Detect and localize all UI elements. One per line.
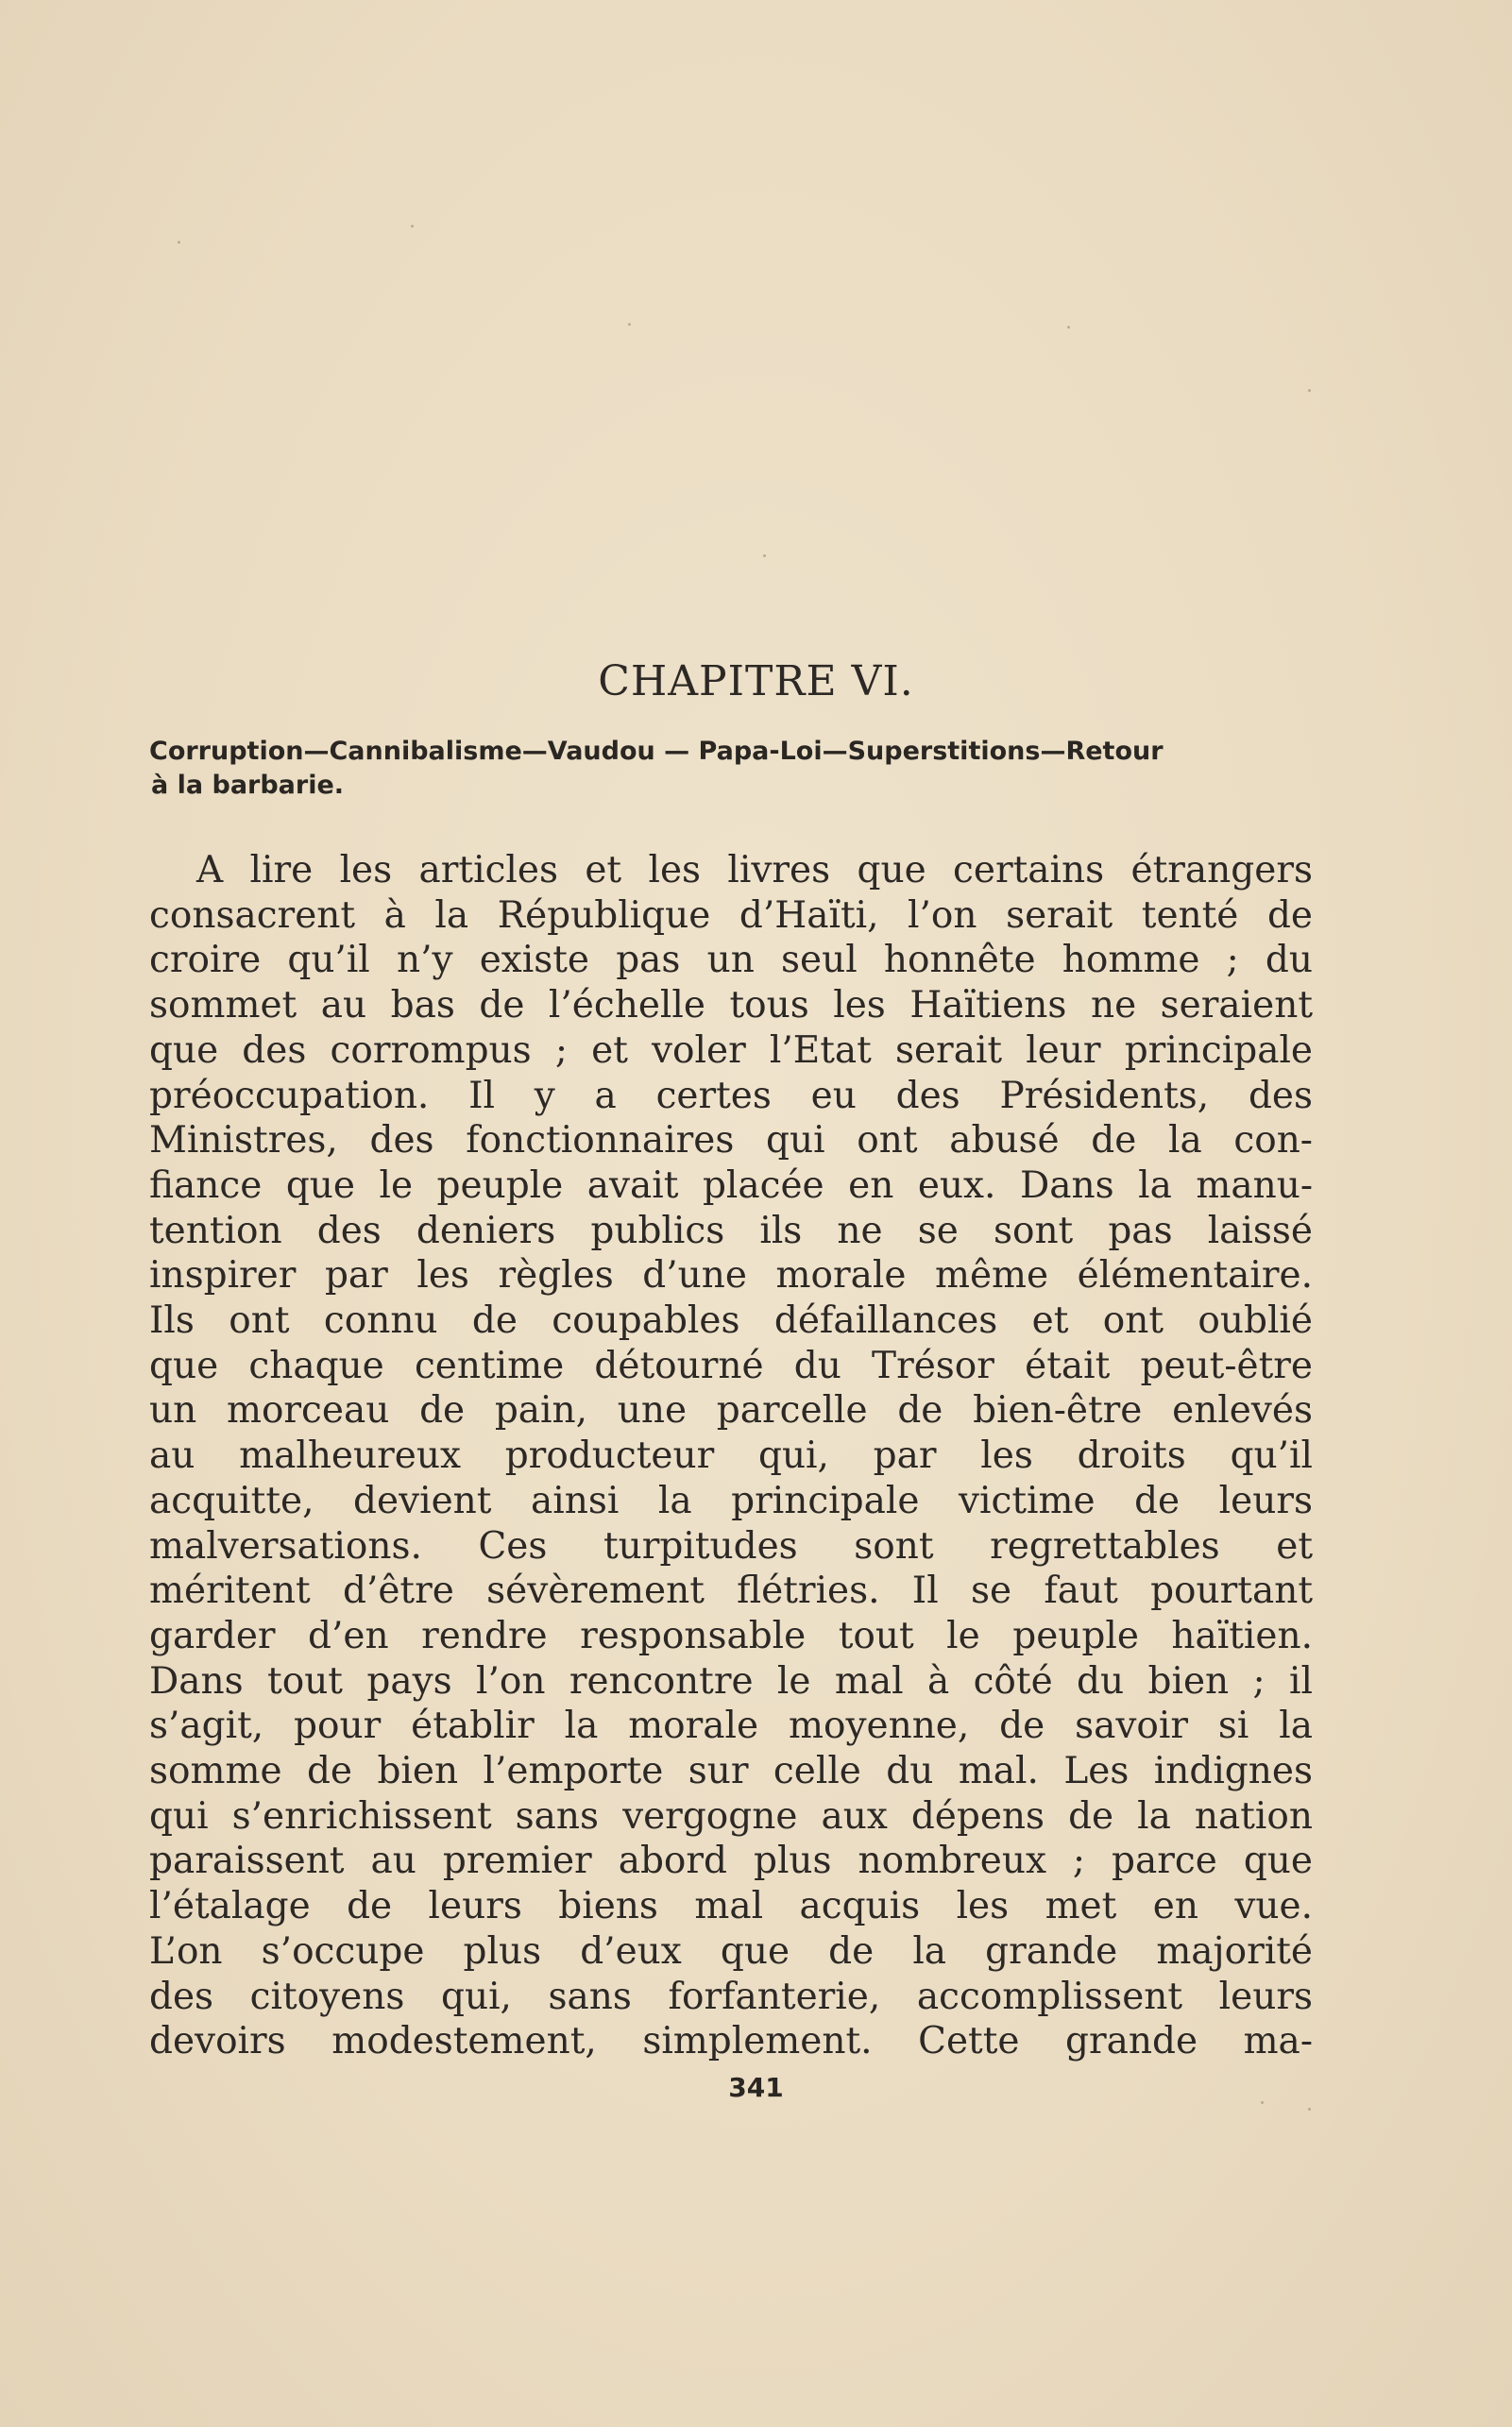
- text-line: consacrent à la République d’Haïti, l’on serait tenté de: [149, 893, 1313, 937]
- text-line: A lire les articles et les livres que certains étrangers: [196, 849, 1313, 891]
- paper-speck: [1067, 326, 1070, 329]
- text-line: s’agit, pour établir la morale moyenne, de savoir si la: [149, 1705, 1313, 1748]
- paper-speck: [763, 554, 766, 557]
- text-line: L’on s’occupe plus d’eux que de la grande majorité: [149, 1929, 1313, 1973]
- text-line: que des corrompus ; et voler l’Etat serait leur principale: [149, 1028, 1313, 1072]
- text-line: malversations. Ces turpitudes sont regrettables et: [149, 1524, 1313, 1568]
- text-line: que chaque centime détourné du Trésor était peut-être: [149, 1344, 1313, 1387]
- paper-speck: [1308, 2108, 1311, 2111]
- text-line: acquitte, devient ainsi la principale victime de leurs: [149, 1479, 1313, 1522]
- text-line: des citoyens qui, sans forfanterie, accomplissent leurs: [149, 1975, 1313, 2018]
- text-line: l’étalage de leurs biens mal acquis les met en vue.: [149, 1885, 1313, 1928]
- text-line: garder d’en rendre responsable tout le peuple haïtien.: [149, 1614, 1313, 1657]
- text-line: paraissent au premier abord plus nombreux ; parce que: [149, 1840, 1313, 1883]
- text-line: tention des deniers publics ils ne se sont pas laissé: [149, 1209, 1313, 1252]
- text-line: Ils ont connu de coupables défaillances et ont oublié: [149, 1299, 1313, 1343]
- text-line: qui s’enrichissent sans vergogne aux dépens de la nation: [149, 1794, 1313, 1838]
- text-line: Dans tout pays l’on rencontre le mal à côté du bien ; il: [149, 1659, 1313, 1703]
- paper-speck: [411, 225, 414, 228]
- text-line: Ministres, des fonctionnaires qui ont abusé de la con-: [149, 1119, 1313, 1163]
- body-paragraph: [149, 848, 1313, 2064]
- text-line: croire qu’il n’y existe pas un seul honnête homme ; du: [149, 939, 1313, 982]
- paper-speck: [1308, 389, 1311, 392]
- chapter-title: CHAPITRE VI.: [598, 657, 914, 705]
- paper-speck: [628, 323, 631, 326]
- text-line: au malheureux producteur qui, par les droits qu’il: [149, 1434, 1313, 1478]
- page-number: 341: [728, 2072, 784, 2103]
- chapter-summary: [149, 735, 1313, 803]
- summary-line: Corruption—Cannibalisme—Vaudou — Papa-Loi—Superstitions—Retour: [149, 737, 1164, 766]
- text-line: méritent d’être sévèrement flétries. Il se faut pourtant: [149, 1570, 1313, 1613]
- paper-speck: [178, 241, 180, 244]
- text-line: sommet au bas de l’échelle tous les Haïtiens ne seraient: [149, 984, 1313, 1027]
- text-line: devoirs modestement, simplement. Cette grande ma-: [149, 2020, 1313, 2063]
- text-line: un morceau de pain, une parcelle de bien-être enlevés: [149, 1389, 1313, 1433]
- summary-line: à la barbarie.: [151, 771, 345, 800]
- text-line: fiance que le peuple avait placée en eux. Dans la manu-: [149, 1163, 1313, 1207]
- text-line: inspirer par les règles d’une morale même élémentaire.: [149, 1254, 1313, 1298]
- text-line: préoccupation. Il y a certes eu des Présidents, des: [149, 1074, 1313, 1117]
- text-line: somme de bien l’emporte sur celle du mal. Les indignes: [149, 1750, 1313, 1793]
